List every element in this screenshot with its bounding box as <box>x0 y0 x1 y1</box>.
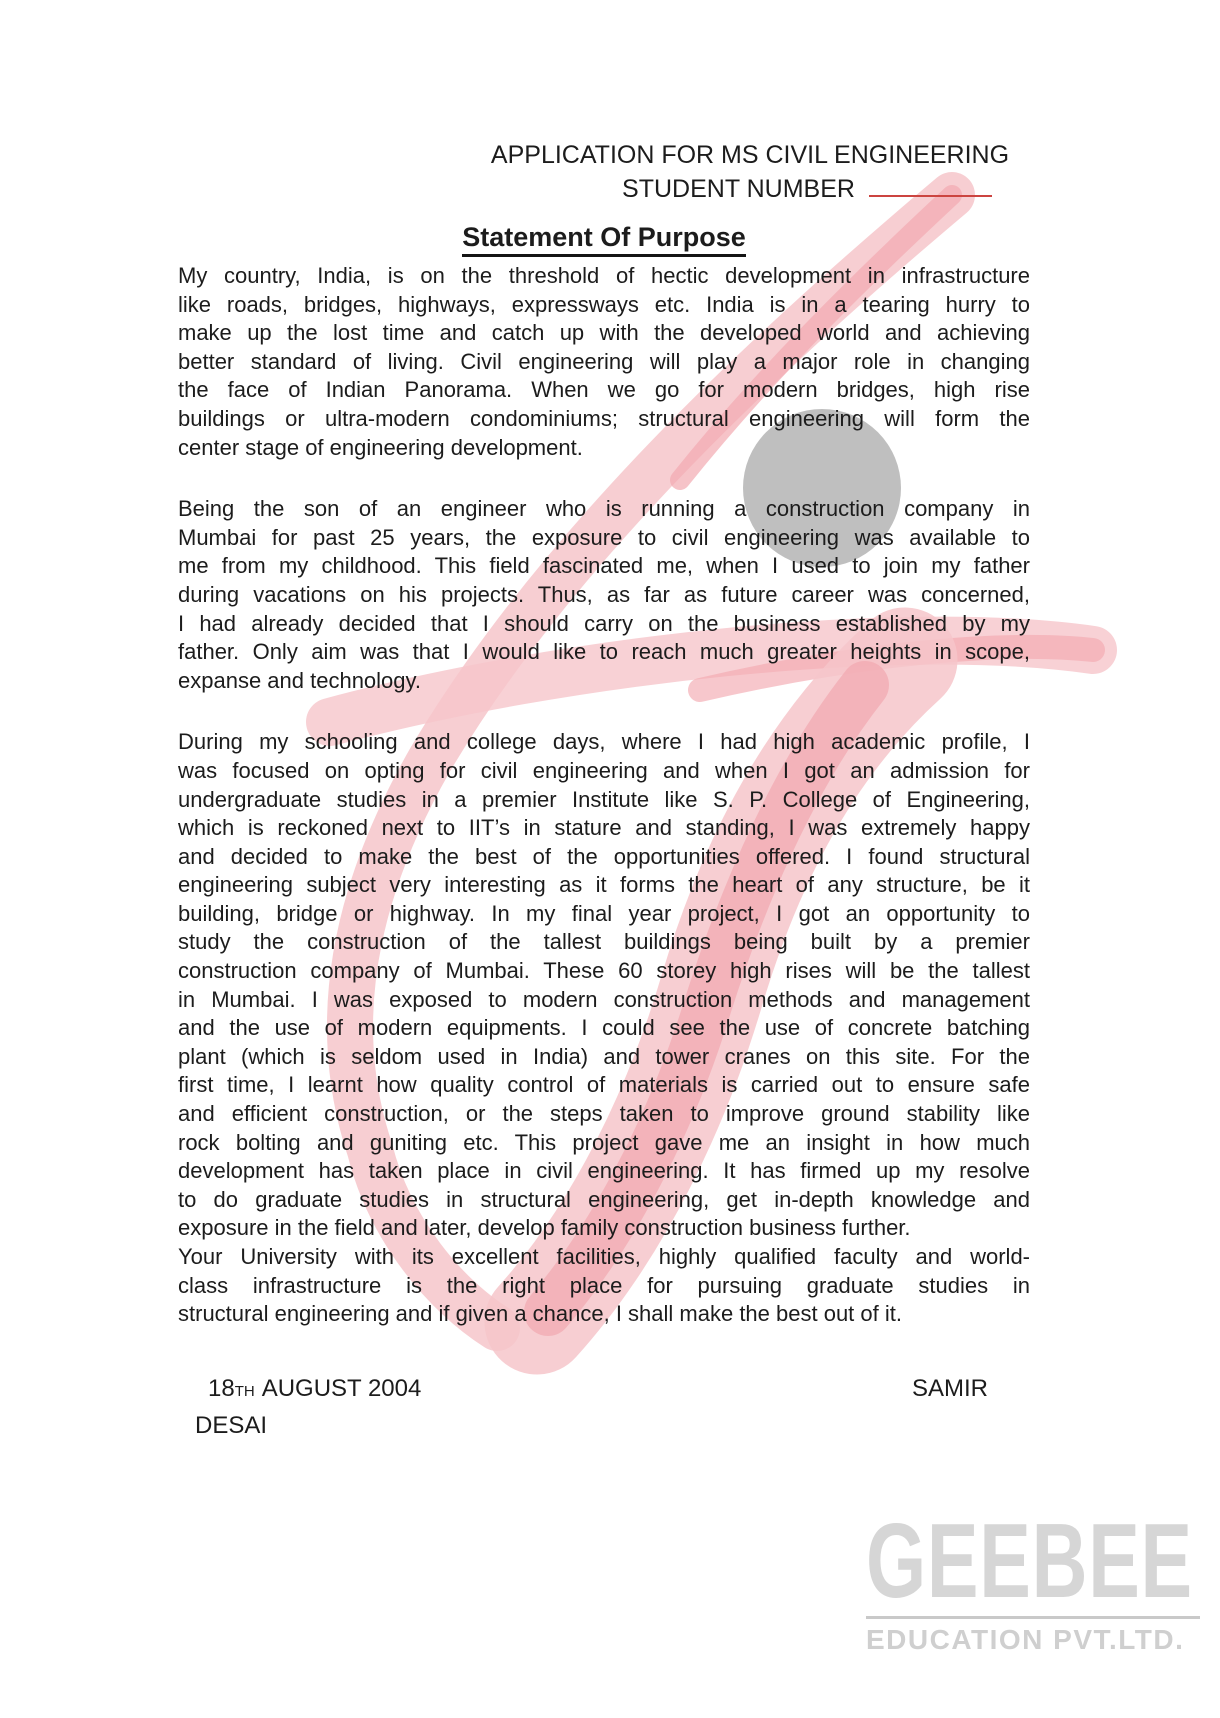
text-line: development has taken place in civil engineering. It has firmed up my resolve <box>178 1158 1030 1184</box>
text-line: construction company of Mumbai. These 60 storey high rises will be the tallest <box>178 958 1030 984</box>
text-line: in Mumbai. I was exposed to modern construction methods and management <box>178 986 1030 1012</box>
signoff-row-1 <box>178 1374 1030 1407</box>
signature-last-name: DESAI <box>195 1412 268 1439</box>
text-line: class infrastructure is the right place for pursuing graduate studies in <box>178 1272 1030 1298</box>
text-line: engineering subject very interesting as it forms the heart of any structure, be it <box>178 872 1030 898</box>
student-number-row <box>457 174 1157 205</box>
paragraph-2 <box>178 495 1030 695</box>
text-line: was focused on opting for civil engineering and when I got an admission for <box>178 757 1030 783</box>
text-line: father. Only aim was that I would like to reach much greater heights in scope, <box>178 639 1030 665</box>
text-line: My country, India, is on the threshold of hectic development in infrastructure <box>178 263 1030 288</box>
student-number-blank-line <box>869 177 992 197</box>
text-line: structural engineering and if given a chance, I shall make the best out of it. <box>178 1301 902 1327</box>
text-line: and the use of modern equipments. I could see the use of concrete batching <box>178 1015 1030 1041</box>
text-line: During my schooling and college days, where I had high academic profile, I <box>178 729 1030 755</box>
signoff-row-2 <box>178 1411 1030 1441</box>
brand-name-text: GEEBEE <box>866 1502 1193 1620</box>
text-line: exposure in the field and later, develop family construction business further. <box>178 1215 911 1241</box>
brand-subtitle-text: EDUCATION PVT.LTD. <box>866 1624 1185 1656</box>
student-number-label: STUDENT NUMBER <box>622 175 855 203</box>
text-line: during vacations on his projects. Thus, as far as future career was concerned, <box>178 581 1030 607</box>
text-line: make up the lost time and catch up with the developed world and achieving <box>178 320 1030 346</box>
text-line: and decided to make the best of the opportunities offered. I found structural <box>178 843 1030 869</box>
statement-title-wrap <box>178 222 1030 257</box>
text-line: like roads, bridges, highways, expressways etc. India is in a tearing hurry to <box>178 291 1030 317</box>
paragraph-3 <box>178 728 1030 1243</box>
text-line: study the construction of the tallest buildings being built by a premier <box>178 929 1030 955</box>
statement-title: Statement Of Purpose <box>462 222 746 257</box>
text-line: center stage of engineering development. <box>178 434 583 460</box>
signature-first-name: SAMIR <box>911 1375 988 1402</box>
date-day: 18 <box>208 1375 235 1402</box>
paragraph-1 <box>178 262 1030 462</box>
text-line: me from my childhood. This field fascinated me, when I used to join my father <box>178 553 1030 579</box>
application-title: APPLICATION FOR MS CIVIL ENGINEERING <box>490 141 1010 169</box>
signoff-block <box>178 1374 1030 1441</box>
text-line: undergraduate studies in a premier Institute like S. P. College of Engineering, <box>178 786 1030 812</box>
text-line: building, bridge or highway. In my final year project, I got an opportunity to <box>178 900 1030 926</box>
text-line: Mumbai for past 25 years, the exposure to civil engineering was available to <box>178 524 1030 550</box>
text-line: the face of Indian Panorama. When we go for modern bridges, high rise <box>178 377 1030 403</box>
text-line: to do graduate studies in structural engineering, get in-depth knowledge and <box>178 1186 1030 1212</box>
paragraph-4 <box>178 1243 1030 1329</box>
text-line: Your University with its excellent facilities, highly qualified faculty and world- <box>178 1244 1030 1269</box>
date-month-year: AUGUST 2004 <box>261 1375 422 1402</box>
brand-watermark <box>866 1502 1220 1656</box>
document-header <box>400 140 1100 205</box>
date-ordinal: TH <box>234 1383 255 1400</box>
text-line: which is reckoned next to IIT’s in stature and standing, I was extremely happy <box>178 815 1030 841</box>
text-line: expanse and technology. <box>178 667 421 693</box>
letter-body <box>178 262 1030 1329</box>
text-line: I had already decided that I should carry on the business established by my <box>178 610 1030 636</box>
text-line: Being the son of an engineer who is running a construction company in <box>178 496 1030 522</box>
text-line: first time, I learnt how quality control of materials is carried out to ensure safe <box>178 1072 1030 1098</box>
text-line: and efficient construction, or the steps taken to improve ground stability like <box>178 1101 1030 1127</box>
date-text <box>208 1374 421 1407</box>
text-line: better standard of living. Civil engineering will play a major role in changing <box>178 348 1030 374</box>
text-line: plant (which is seldom used in India) and tower cranes on this site. For the <box>178 1043 1030 1069</box>
text-line: rock bolting and guniting etc. This project gave me an insight in how much <box>178 1129 1030 1155</box>
text-line: buildings or ultra-modern condominiums; structural engineering will form the <box>178 405 1030 431</box>
